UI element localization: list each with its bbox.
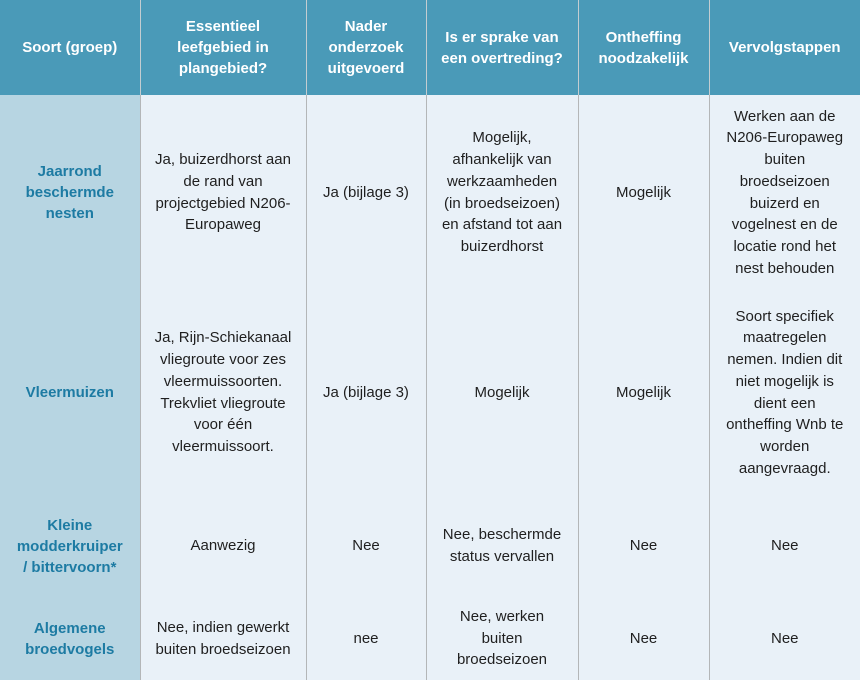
cell-leefgebied: Aanwezig xyxy=(140,495,306,597)
cell-vervolgstappen: Werken aan de N206-Europaweg buiten broedseizoen buizerd en vogelnest en de locatie rond het nest behouden xyxy=(709,95,860,290)
cell-leefgebied: Ja, Rijn-Schiekanaal vliegroute voor zes vleermuissoorten. Trekvliet vliegroute voor één vleermuissoort. xyxy=(140,290,306,495)
cell-onderzoek: nee xyxy=(306,597,426,680)
column-header-soort: Soort (groep) xyxy=(0,0,140,95)
cell-onderzoek: Ja (bijlage 3) xyxy=(306,290,426,495)
column-header-onderzoek: Nader onderzoek uitgevoerd xyxy=(306,0,426,95)
cell-ontheffing: Nee xyxy=(578,597,709,680)
cell-onderzoek: Ja (bijlage 3) xyxy=(306,95,426,290)
row-header-soort: Algemene broedvogels xyxy=(0,597,140,680)
column-header-overtreding: Is er sprake van een overtreding? xyxy=(426,0,578,95)
cell-ontheffing: Mogelijk xyxy=(578,290,709,495)
cell-leefgebied: Nee, indien gewerkt buiten broedseizoen xyxy=(140,597,306,680)
column-header-vervolgstappen: Vervolgstappen xyxy=(709,0,860,95)
table-row-jaarrond-beschermde-nesten xyxy=(0,95,860,290)
cell-overtreding: Mogelijk, afhankelijk van werkzaamheden (in broedseizoen) en afstand tot aan buizerdhorst xyxy=(426,95,578,290)
row-header-soort: Kleine modderkruiper / bittervoorn* xyxy=(0,495,140,597)
cell-vervolgstappen: Nee xyxy=(709,495,860,597)
table-row-vleermuizen xyxy=(0,290,860,495)
table-row-kleine-modderkruiper-bittervoorn xyxy=(0,495,860,597)
cell-vervolgstappen: Nee xyxy=(709,597,860,680)
cell-onderzoek: Nee xyxy=(306,495,426,597)
cell-overtreding: Nee, beschermde status vervallen xyxy=(426,495,578,597)
cell-overtreding: Nee, werken buiten broedseizoen xyxy=(426,597,578,680)
cell-vervolgstappen: Soort specifiek maatregelen nemen. Indien dit niet mogelijk is dient een ontheffing Wnb te worden aangevraagd. xyxy=(709,290,860,495)
cell-leefgebied: Ja, buizerdhorst aan de rand van projectgebied N206-Europaweg xyxy=(140,95,306,290)
table-row-algemene-broedvogels xyxy=(0,597,860,680)
row-header-soort: Vleermuizen xyxy=(0,290,140,495)
cell-ontheffing: Nee xyxy=(578,495,709,597)
table-header-row xyxy=(0,0,860,95)
cell-overtreding: Mogelijk xyxy=(426,290,578,495)
column-header-leefgebied: Essentieel leefgebied in plangebied? xyxy=(140,0,306,95)
cell-ontheffing: Mogelijk xyxy=(578,95,709,290)
column-header-ontheffing: Ontheffing noodzakelijk xyxy=(578,0,709,95)
row-header-soort: Jaarrond beschermde nesten xyxy=(0,95,140,290)
